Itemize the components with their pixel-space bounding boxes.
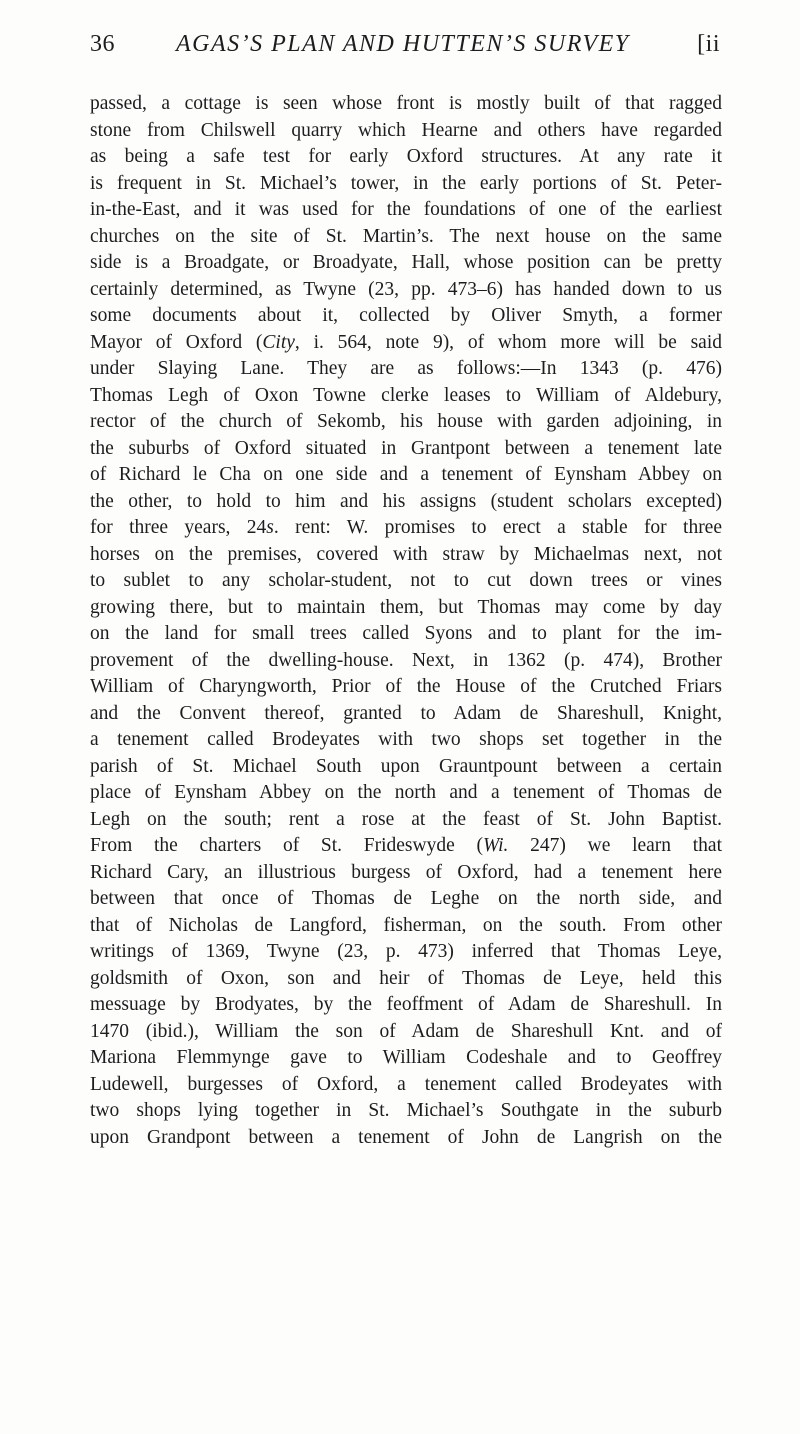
text-line: certainly determined, as Twyne (23, pp. 473–6) has handed down to us [90,278,722,300]
text-line: two shops lying together in St. Michael’s Southgate in the suburb [90,1100,722,1121]
text-line: From the charters of St. Frideswyde (Wi. 247) we learn that [90,835,722,856]
text-line: on the land for small trees called Syons and to plant for the im- [90,623,722,644]
text-line: a tenement called Brodeyates with two shops set together in the [90,729,722,750]
running-header [90,22,720,66]
text-line: place of Eynsham Abbey on the north and a tenement of Thomas de [90,782,722,803]
text-line: of Richard le Cha on one side and a tenement of Eynsham Abbey on [90,464,722,485]
text-line: Thomas Legh of Oxon Towne clerke leases to William of Aldebury, [90,384,722,406]
text-line: is frequent in St. Michael’s tower, in the early portions of St. Peter- [90,172,722,194]
text-line: Mariona Flemmynge gave to William Codeshale and to Geoffrey [90,1047,722,1068]
body-paragraph [90,91,722,1151]
text-line: messuage by Brodyates, by the feoffment of Adam de Shareshull. In [90,994,722,1015]
text-line: in-the-East, and it was used for the foundations of one of the earliest [90,199,722,220]
text-line: provement of the dwelling-house. Next, in 1362 (p. 474), Brother [90,649,722,671]
text-line: Ludewell, burgesses of Oxford, a tenement called Brodeyates with [90,1073,722,1095]
text-line: William of Charyngworth, Prior of the House of the Crutched Friars [90,676,722,697]
text-line: stone from Chilswell quarry which Hearne and others have regarded [90,119,722,141]
text-line: Mayor of Oxford (City, i. 564, note 9), of whom more will be said [90,331,723,353]
text-line: writings of 1369, Twyne (23, p. 473) inferred that Thomas Leye, [90,941,722,962]
text-line: some documents about it, collected by Oliver Smyth, a former [90,305,722,326]
text-line: horses on the premises, covered with straw by Michaelmas next, not [90,543,722,565]
text-line: Richard Cary, an illustrious burgess of Oxford, had a tenement here [90,861,722,883]
text-line: passed, a cottage is seen whose front is mostly built of that ragged [90,93,722,114]
text-line: churches on the site of St. Martin’s. The next house on the same [90,225,722,247]
text-line: the other, to hold to him and his assigns (student scholars excepted) [90,490,722,512]
text-line: goldsmith of Oxon, son and heir of Thomas de Leye, held this [90,967,722,989]
text-line: rector of the church of Sekomb, his house with garden adjoining, in [90,411,722,432]
text-line: under Slaying Lane. They are as follows:—In 1343 (p. 476) [90,358,722,379]
text-line: and the Convent thereof, granted to Adam de Shareshull, Knight, [90,702,722,724]
text-line: between that once of Thomas de Leghe on the north side, and [90,888,722,909]
text-line: parish of St. Michael South upon Grauntpount between a certain [90,755,722,777]
text-line: for three years, 24s. rent: W. promises to erect a stable for three [90,517,722,538]
text-line: Legh on the south; rent a rose at the feast of St. John Baptist. [90,808,722,830]
running-title: AGAS’S PLAN AND HUTTEN’S SURVEY [176,31,630,57]
text-line: side is a Broadgate, or Broadyate, Hall, whose position can be pretty [90,252,722,273]
text-line: upon Grandpont between a tenement of John de Langrish on the [90,1126,722,1148]
text-line: that of Nicholas de Langford, fisherman, on the south. From other [90,914,722,936]
text-line: to sublet to any scholar-student, not to cut down trees or vines [90,570,722,591]
text-line: the suburbs of Oxford situated in Grantpont between a tenement late [90,437,722,459]
section-marker: [ii [697,31,720,57]
page-number: 36 [90,31,115,57]
text-line: 1470 (ibid.), William the son of Adam de Shareshull Knt. and of [90,1020,722,1042]
text-line: as being a safe test for early Oxford structures. At any rate it [90,146,722,167]
text-line: growing there, but to maintain them, but Thomas may come by day [90,596,722,618]
